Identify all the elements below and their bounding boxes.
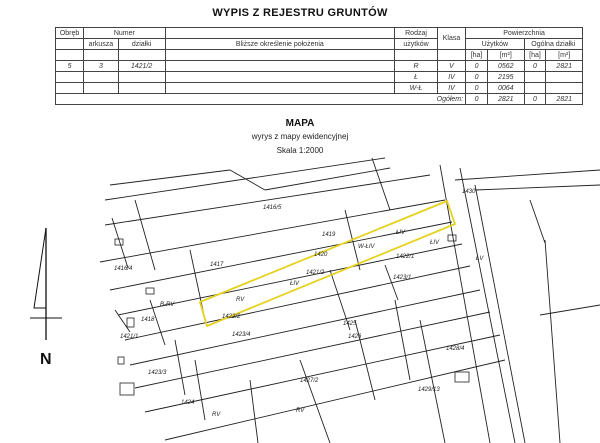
parcel-lines <box>100 158 600 443</box>
highlighted-parcel <box>200 201 455 326</box>
parcel-label: 1423/4 <box>232 332 251 338</box>
parcel-label: 1417 <box>210 262 224 268</box>
header-powierzchnia: Powierzchnia <box>466 28 583 39</box>
parcel-label: 1430 <box>462 189 476 195</box>
parcel-label: 1426 <box>348 334 362 340</box>
unit-ha-2: [ha] <box>524 50 546 61</box>
land-use-label: ŁV <box>476 256 484 262</box>
parcel-label: 1416/5 <box>263 205 282 211</box>
north-label: N <box>40 351 52 368</box>
parcel-label: 1422/2 <box>222 314 241 320</box>
header-uzytkow: użytków <box>395 39 438 50</box>
land-use-label: RV <box>236 297 245 303</box>
land-use-label: ŁIV <box>290 281 300 287</box>
header-arkusza: arkusza <box>84 39 118 50</box>
header-klasa: Klasa <box>437 28 465 50</box>
parcel-label: 1416/4 <box>114 266 133 272</box>
parcel-label: 1428/4 <box>446 346 465 352</box>
north-arrow <box>30 228 62 368</box>
map-scale: Skala 1:2000 <box>276 146 324 155</box>
table-row: 5 3 1421/2 R V 0 0562 0 2821 <box>56 61 583 72</box>
header-ogolna: Ogólna działki <box>524 39 582 50</box>
building-outlines <box>115 235 469 395</box>
header-polozenie: Bliższe określenie położenia <box>165 39 395 50</box>
parcel-label: 1424 <box>181 400 195 406</box>
table-row: W-Ł IV 0 0064 <box>56 83 583 94</box>
map-title: MAPA <box>285 118 315 129</box>
header-obreb: Obręb <box>56 28 84 39</box>
table-total-row: Ogółem: 0 2821 0 2821 <box>56 94 583 105</box>
parcel-label: 1423/3 <box>148 370 167 376</box>
parcel-label: 1429/13 <box>418 387 440 393</box>
parcel-label: 1421/1 <box>120 334 139 340</box>
land-use-label: ŁIV <box>430 240 440 246</box>
unit-ha: [ha] <box>466 50 488 61</box>
unit-m2: [m²] <box>488 50 525 61</box>
header-numer: Numer <box>84 28 165 39</box>
parcel-label: 1420 <box>314 252 328 258</box>
header-rodzaj: Rodzaj <box>395 28 438 39</box>
parcel-label: 1422/1 <box>396 254 415 260</box>
land-use-label: RV <box>296 408 305 414</box>
parcel-label: 1418 <box>141 317 155 323</box>
parcel-label: 1425 <box>343 321 357 327</box>
parcel-label: 1423/1 <box>393 275 412 281</box>
land-use-label: B-RV <box>160 302 175 308</box>
table-row: Ł IV 0 2195 <box>56 72 583 83</box>
register-title: WYPIS Z REJESTRU GRUNTÓW <box>212 7 388 19</box>
unit-m2-2: [m²] <box>546 50 583 61</box>
parcel-label: 1419 <box>322 232 336 238</box>
parcel-labels <box>114 189 484 418</box>
header-dzialki: działki <box>118 39 165 50</box>
land-use-label: ŁIV <box>396 230 406 236</box>
land-use-label: W-ŁIV <box>358 244 375 250</box>
parcel-label: 1427/2 <box>300 378 319 384</box>
land-use-label: RV <box>212 412 221 418</box>
header-uzytkow-area: Użytków <box>466 39 524 50</box>
ogolem-label: Ogółem: <box>56 94 466 105</box>
parcel-label: 1421/2 <box>306 270 325 276</box>
map-subtitle: wyrys z mapy ewidencyjnej <box>251 132 349 141</box>
